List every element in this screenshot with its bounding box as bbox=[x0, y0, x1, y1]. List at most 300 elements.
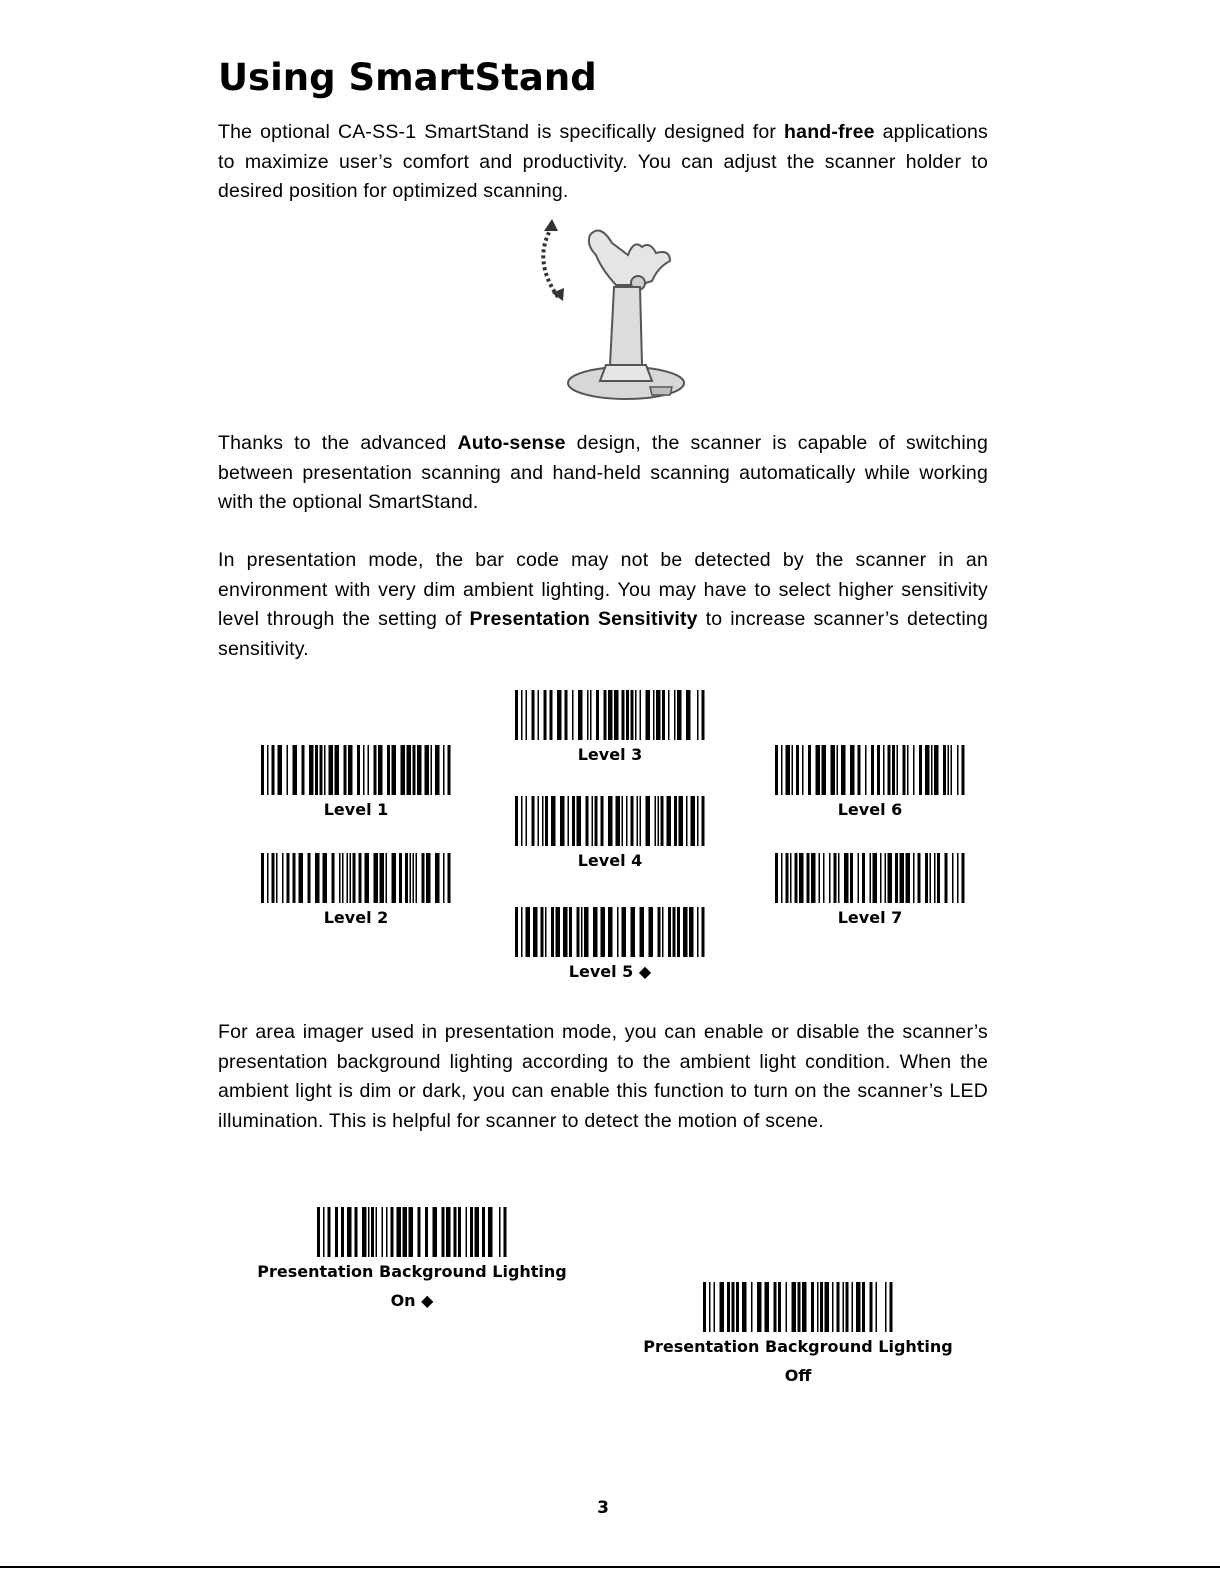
barcode-bar bbox=[601, 907, 606, 957]
sensitivity-paragraph: In presentation mode, the bar code may not be detected by the scanner in an environment with very dim ambient lighting. You may have to select higher sensitivity level through the setting of Presentation Sensitivity to increase scanner’s detecting sensitivity. bbox=[218, 549, 988, 660]
barcode-bar bbox=[565, 690, 568, 740]
barcode-bar bbox=[410, 853, 412, 903]
barcode-bar bbox=[392, 853, 397, 903]
barcode-image bbox=[773, 745, 967, 795]
barcode-bar bbox=[563, 907, 568, 957]
barcode-bar bbox=[913, 853, 915, 903]
barcode-bar bbox=[470, 1207, 473, 1257]
barcode-bar bbox=[417, 745, 422, 795]
barcode-bar bbox=[368, 745, 370, 795]
barcode-bar bbox=[359, 853, 362, 903]
barcode-bar bbox=[578, 690, 583, 740]
barcode-bar bbox=[658, 796, 660, 846]
barcode-bar bbox=[376, 1207, 378, 1257]
barcode-bar bbox=[521, 796, 523, 846]
barcode-bar bbox=[299, 853, 304, 903]
barcode-bar bbox=[556, 907, 561, 957]
barcode-bar bbox=[662, 907, 664, 957]
barcode-bar bbox=[817, 1282, 819, 1332]
barcode-bar bbox=[538, 690, 540, 740]
barcode-image bbox=[773, 853, 967, 903]
barcode-bar bbox=[403, 1207, 408, 1257]
barcode-bar bbox=[458, 1207, 461, 1257]
barcode-bar bbox=[714, 1282, 716, 1332]
barcode-bar bbox=[363, 745, 365, 795]
barcode-level-3[interactable] bbox=[490, 690, 730, 769]
barcode-bar bbox=[347, 1207, 352, 1257]
barcode-bar bbox=[353, 853, 356, 903]
barcode-bar bbox=[686, 690, 691, 740]
page-number: 3 bbox=[597, 1498, 609, 1518]
barcode-bar bbox=[386, 853, 388, 903]
barcode-bar bbox=[409, 1207, 414, 1257]
barcode-bar bbox=[823, 853, 825, 903]
barcode-bar bbox=[413, 853, 415, 903]
barcode-bar bbox=[323, 1207, 325, 1257]
barcode-label: Level 1 bbox=[323, 800, 389, 819]
barcode-bar bbox=[329, 745, 334, 795]
barcode-bar bbox=[521, 690, 523, 740]
barcode-bar bbox=[261, 745, 264, 795]
barcode-image bbox=[315, 1207, 509, 1257]
barcode-lighting-off[interactable] bbox=[608, 1282, 988, 1390]
barcode-bar bbox=[816, 745, 821, 795]
barcode-label: Presentation Background Lighting bbox=[643, 1337, 953, 1356]
barcode-bar bbox=[852, 1282, 854, 1332]
barcode-bar bbox=[626, 796, 628, 846]
barcode-bar bbox=[532, 690, 535, 740]
barcode-bar bbox=[943, 745, 946, 795]
barcode-bar bbox=[757, 1282, 762, 1332]
barcode-bar bbox=[691, 796, 696, 846]
barcode-bar bbox=[951, 745, 953, 795]
barcode-bar bbox=[668, 907, 671, 957]
barcode-bar bbox=[446, 1207, 451, 1257]
barcode-bar bbox=[930, 853, 932, 903]
barcode-bar bbox=[834, 853, 837, 903]
barcode-bar bbox=[658, 907, 661, 957]
barcode-bar bbox=[913, 745, 915, 795]
barcode-bar bbox=[900, 853, 905, 903]
barcode-bar bbox=[454, 1207, 457, 1257]
barcode-bar bbox=[720, 1282, 725, 1332]
barcode-bar bbox=[673, 907, 676, 957]
barcode-bar bbox=[287, 745, 289, 795]
barcode-bar bbox=[702, 796, 705, 846]
barcode-bar bbox=[267, 745, 269, 795]
barcode-bar bbox=[952, 853, 954, 903]
barcode-bar bbox=[608, 796, 613, 846]
barcode-bar bbox=[595, 796, 598, 846]
barcode-bar bbox=[320, 745, 323, 795]
barcode-bar bbox=[550, 690, 553, 740]
barcode-bar bbox=[799, 853, 804, 903]
barcode-bar bbox=[499, 1207, 501, 1257]
barcode-bar bbox=[697, 796, 699, 846]
barcode-bar bbox=[925, 853, 928, 903]
barcode-bar bbox=[677, 690, 682, 740]
barcode-bar bbox=[435, 745, 440, 795]
barcode-bar bbox=[622, 690, 625, 740]
barcode-bar bbox=[885, 1282, 887, 1332]
barcode-bar bbox=[392, 745, 397, 795]
barcode-lighting-on[interactable] bbox=[222, 1207, 602, 1315]
barcode-bar bbox=[870, 1282, 873, 1332]
barcode-image bbox=[513, 907, 707, 957]
barcode-bar bbox=[422, 853, 425, 903]
barcode-bar bbox=[287, 853, 290, 903]
barcode-bar bbox=[592, 796, 594, 846]
barcode-bar bbox=[888, 853, 893, 903]
barcode-bar bbox=[903, 745, 906, 795]
barcode-bar bbox=[862, 853, 865, 903]
barcode-bar bbox=[315, 745, 318, 795]
barcode-bar bbox=[407, 745, 412, 795]
barcode-image bbox=[513, 796, 707, 846]
barcode-bar bbox=[858, 745, 861, 795]
barcode-bar bbox=[832, 1282, 834, 1332]
barcode-bar bbox=[775, 745, 778, 795]
barcode-bar bbox=[683, 907, 688, 957]
barcode-image bbox=[701, 1282, 895, 1332]
barcode-bar bbox=[545, 796, 548, 846]
barcode-bar bbox=[551, 796, 556, 846]
barcode-label: Level 6 bbox=[837, 800, 903, 819]
barcode-bar bbox=[822, 745, 827, 795]
barcode-bar bbox=[635, 690, 637, 740]
barcode-bar bbox=[443, 745, 445, 795]
barcode-bar bbox=[593, 907, 598, 957]
barcode-bar bbox=[829, 853, 831, 903]
barcode-bar bbox=[811, 853, 816, 903]
barcode-bar bbox=[577, 907, 580, 957]
barcode-bar bbox=[653, 690, 655, 740]
barcode-bar bbox=[443, 853, 445, 903]
barcode-bar bbox=[838, 853, 840, 903]
barcode-bar bbox=[355, 1207, 358, 1257]
barcode-bar bbox=[521, 907, 523, 957]
barcode-bar bbox=[542, 796, 544, 846]
barcode-level-1[interactable] bbox=[236, 745, 476, 824]
barcode-bar bbox=[843, 1282, 845, 1332]
barcode-bar bbox=[709, 1282, 711, 1332]
barcode-bar bbox=[504, 1207, 507, 1257]
barcode-bar bbox=[622, 796, 624, 846]
barcode-bar bbox=[802, 1282, 807, 1332]
barcode-bar bbox=[897, 745, 899, 795]
barcode-bar bbox=[538, 796, 540, 846]
barcode-bar bbox=[425, 1207, 428, 1257]
barcode-bar bbox=[608, 907, 613, 957]
barcode-bar bbox=[649, 907, 654, 957]
barcode-bar bbox=[448, 853, 451, 903]
barcode-bar bbox=[837, 1282, 840, 1332]
barcode-bar bbox=[918, 853, 921, 903]
barcode-bar bbox=[895, 853, 898, 903]
barcode-bar bbox=[662, 690, 665, 740]
barcode-bar bbox=[640, 907, 645, 957]
barcode-bar bbox=[348, 745, 353, 795]
barcode-bar bbox=[332, 853, 335, 903]
barcode-bar bbox=[962, 853, 965, 903]
barcode-bar bbox=[727, 1282, 730, 1332]
barcode-bar bbox=[309, 745, 314, 795]
barcode-bar bbox=[892, 745, 895, 795]
barcode-bar bbox=[885, 853, 887, 903]
barcode-bar bbox=[386, 1207, 388, 1257]
barcode-bar bbox=[357, 745, 360, 795]
barcode-bar bbox=[790, 853, 792, 903]
barcode-bar bbox=[702, 690, 705, 740]
barcode-bar bbox=[405, 853, 408, 903]
barcode-label: Level 7 bbox=[837, 908, 903, 927]
barcode-bar bbox=[391, 1207, 394, 1257]
barcode-label: Presentation Background Lighting bbox=[257, 1262, 567, 1281]
barcode-bar bbox=[399, 853, 402, 903]
barcode-bar bbox=[880, 853, 882, 903]
barcode-bar bbox=[586, 796, 589, 846]
barcode-bar bbox=[339, 853, 341, 903]
barcode-bar bbox=[646, 690, 651, 740]
barcode-bar bbox=[387, 745, 390, 795]
barcode-bar bbox=[347, 853, 349, 903]
barcode-bar bbox=[637, 796, 639, 846]
barcode-bar bbox=[844, 853, 849, 903]
barcode-bar bbox=[751, 1282, 753, 1332]
barcode-bar bbox=[775, 853, 778, 903]
barcode-bar bbox=[646, 796, 651, 846]
barcode-bar bbox=[380, 853, 385, 903]
page-title: Using SmartStand bbox=[218, 56, 597, 99]
auto-sense-paragraph: Thanks to the advanced Auto-sense design, the scanner is capable of switching between presentation scanning and hand-held scanning automatically while working with the optional SmartStand. bbox=[218, 432, 988, 513]
barcode-bar bbox=[962, 745, 965, 795]
barcode-bar bbox=[742, 1282, 747, 1332]
barcode-bar bbox=[544, 690, 547, 740]
barcode-level-4[interactable] bbox=[490, 796, 730, 875]
barcode-bar bbox=[581, 907, 583, 957]
barcode-bar bbox=[272, 745, 275, 795]
intro-paragraph: The optional CA-SS-1 SmartStand is specifically designed for hand-free applications to maximize user’s comfort and productivity. You can adjust the scanner holder to desired position for optimized scanning. bbox=[218, 121, 988, 202]
barcode-label-state: On ◆ bbox=[390, 1291, 434, 1310]
barcode-bar bbox=[533, 907, 538, 957]
barcode-bar bbox=[374, 745, 377, 795]
barcode-bar bbox=[342, 853, 344, 903]
barcode-bar bbox=[397, 1207, 402, 1257]
barcode-bar bbox=[302, 745, 305, 795]
barcode-bar bbox=[515, 690, 518, 740]
barcode-bar bbox=[890, 1282, 893, 1332]
barcode-bar bbox=[557, 690, 562, 740]
barcode-bar bbox=[577, 796, 582, 846]
barcode-bar bbox=[656, 690, 661, 740]
barcode-bar bbox=[515, 796, 518, 846]
barcode-bar bbox=[674, 690, 676, 740]
barcode-image bbox=[259, 853, 453, 903]
barcode-bar bbox=[382, 1207, 384, 1257]
barcode-bar bbox=[308, 853, 311, 903]
barcode-bar bbox=[433, 1207, 438, 1257]
barcode-bar bbox=[786, 745, 791, 795]
barcode-bar bbox=[293, 745, 298, 795]
barcode-label: Level 3 bbox=[577, 745, 643, 764]
barcode-bar bbox=[401, 745, 406, 795]
barcode-bar bbox=[837, 745, 839, 795]
barcode-bar bbox=[957, 853, 959, 903]
barcode-bar bbox=[267, 853, 269, 903]
barcode-bar bbox=[945, 853, 948, 903]
barcode-bar bbox=[617, 907, 619, 957]
barcode-label: Level 5 ◆ bbox=[568, 962, 652, 981]
barcode-bar bbox=[795, 853, 798, 903]
smartstand-illustration bbox=[530, 215, 690, 410]
barcode-bar bbox=[584, 907, 589, 957]
barcode-bar bbox=[876, 1282, 878, 1332]
barcode-bar bbox=[604, 690, 607, 740]
barcode-label-state: Off bbox=[784, 1366, 812, 1385]
barcode-bar bbox=[786, 853, 789, 903]
barcode-bar bbox=[778, 1282, 781, 1332]
barcode-bar bbox=[786, 1282, 788, 1332]
barcode-bar bbox=[661, 796, 664, 846]
barcode-bar bbox=[820, 1282, 823, 1332]
barcode-bar bbox=[948, 745, 950, 795]
barcode-bar bbox=[877, 745, 880, 795]
barcode-bar bbox=[631, 796, 634, 846]
barcode-bar bbox=[374, 853, 379, 903]
barcode-bar bbox=[276, 853, 278, 903]
barcode-bar bbox=[261, 853, 264, 903]
barcode-bar bbox=[341, 1207, 344, 1257]
barcode-bar bbox=[541, 907, 544, 957]
barcode-bar bbox=[278, 745, 283, 795]
barcode-bar bbox=[323, 853, 328, 903]
barcode-label: Level 4 bbox=[577, 851, 643, 870]
barcode-bar bbox=[655, 796, 657, 846]
barcode-bar bbox=[697, 690, 699, 740]
barcode-bar bbox=[703, 1282, 706, 1332]
barcode-bar bbox=[640, 690, 642, 740]
page-bottom-rule bbox=[0, 1566, 1220, 1568]
barcode-bar bbox=[572, 796, 575, 846]
barcode-bar bbox=[831, 745, 836, 795]
barcode-bar bbox=[482, 1207, 485, 1257]
barcode-bar bbox=[371, 1207, 374, 1257]
barcode-bar bbox=[819, 853, 821, 903]
barcode-bar bbox=[435, 853, 440, 903]
barcode-bar bbox=[526, 907, 531, 957]
barcode-bar bbox=[488, 1207, 493, 1257]
barcode-bar bbox=[425, 745, 430, 795]
barcode-bar bbox=[781, 745, 783, 795]
barcode-bar bbox=[448, 745, 451, 795]
barcode-bar bbox=[807, 853, 810, 903]
barcode-bar bbox=[572, 690, 574, 740]
barcode-bar bbox=[732, 1282, 735, 1332]
barcode-bar bbox=[526, 690, 528, 740]
barcode-bar bbox=[883, 745, 885, 795]
barcode-bar bbox=[792, 745, 794, 795]
barcode-bar bbox=[622, 907, 627, 957]
barcode-bar bbox=[631, 690, 634, 740]
barcode-bar bbox=[560, 796, 565, 846]
barcode-bar bbox=[850, 853, 853, 903]
barcode-bar bbox=[475, 1207, 480, 1257]
barcode-bar bbox=[616, 796, 621, 846]
barcode-bar bbox=[846, 1282, 849, 1332]
barcode-bar bbox=[781, 853, 783, 903]
barcode-bar bbox=[587, 690, 589, 740]
barcode-bar bbox=[426, 853, 431, 903]
barcode-bar bbox=[282, 853, 284, 903]
barcode-bar bbox=[378, 745, 383, 795]
barcode-bar bbox=[368, 1207, 370, 1257]
barcode-bar bbox=[608, 690, 613, 740]
barcode-bar bbox=[431, 745, 433, 795]
barcode-bar bbox=[272, 853, 275, 903]
barcode-image bbox=[513, 690, 707, 740]
barcode-bar bbox=[526, 796, 528, 846]
barcode-level-2[interactable] bbox=[236, 853, 476, 932]
barcode-level-6[interactable] bbox=[750, 745, 990, 824]
barcode-bar bbox=[442, 1207, 445, 1257]
barcode-bar bbox=[802, 745, 804, 795]
barcode-bar bbox=[873, 853, 878, 903]
barcode-bar bbox=[774, 1282, 777, 1332]
barcode-bar bbox=[596, 690, 599, 740]
barcode-level-5[interactable] bbox=[490, 907, 730, 986]
barcode-bar bbox=[858, 853, 860, 903]
barcode-bar bbox=[957, 745, 959, 795]
barcode-bar bbox=[532, 796, 535, 846]
barcode-bar bbox=[317, 1207, 320, 1257]
barcode-bar bbox=[601, 796, 604, 846]
barcode-bar bbox=[862, 1282, 865, 1332]
barcode-bar bbox=[631, 907, 636, 957]
barcode-bar bbox=[344, 745, 347, 795]
barcode-bar bbox=[689, 907, 694, 957]
barcode-bar bbox=[568, 796, 570, 846]
barcode-bar bbox=[925, 745, 930, 795]
barcode-bar bbox=[324, 745, 326, 795]
barcode-bar bbox=[350, 853, 352, 903]
barcode-level-7[interactable] bbox=[750, 853, 990, 932]
barcode-bar bbox=[850, 745, 855, 795]
barcode-bar bbox=[365, 853, 370, 903]
barcode-bar bbox=[466, 1207, 468, 1257]
barcode-bar bbox=[614, 690, 619, 740]
barcode-bar bbox=[888, 745, 891, 795]
barcode-bar bbox=[937, 853, 940, 903]
barcode-bar bbox=[907, 745, 909, 795]
barcode-bar bbox=[569, 907, 572, 957]
barcode-bar bbox=[865, 745, 867, 795]
barcode-bar bbox=[315, 853, 320, 903]
barcode-bar bbox=[798, 1282, 801, 1332]
barcode-bar bbox=[335, 1207, 338, 1257]
barcode-bar bbox=[906, 853, 911, 903]
barcode-bar bbox=[702, 907, 705, 957]
barcode-bar bbox=[808, 745, 811, 795]
barcode-bar bbox=[736, 1282, 739, 1332]
barcode-bar bbox=[792, 1282, 797, 1332]
barcode-bar bbox=[416, 853, 418, 903]
barcode-bar bbox=[934, 853, 936, 903]
barcode-bar bbox=[640, 796, 642, 846]
barcode-bar bbox=[418, 1207, 421, 1257]
barcode-bar bbox=[934, 745, 939, 795]
barcode-bar bbox=[697, 907, 699, 957]
barcode-bar bbox=[796, 745, 799, 795]
